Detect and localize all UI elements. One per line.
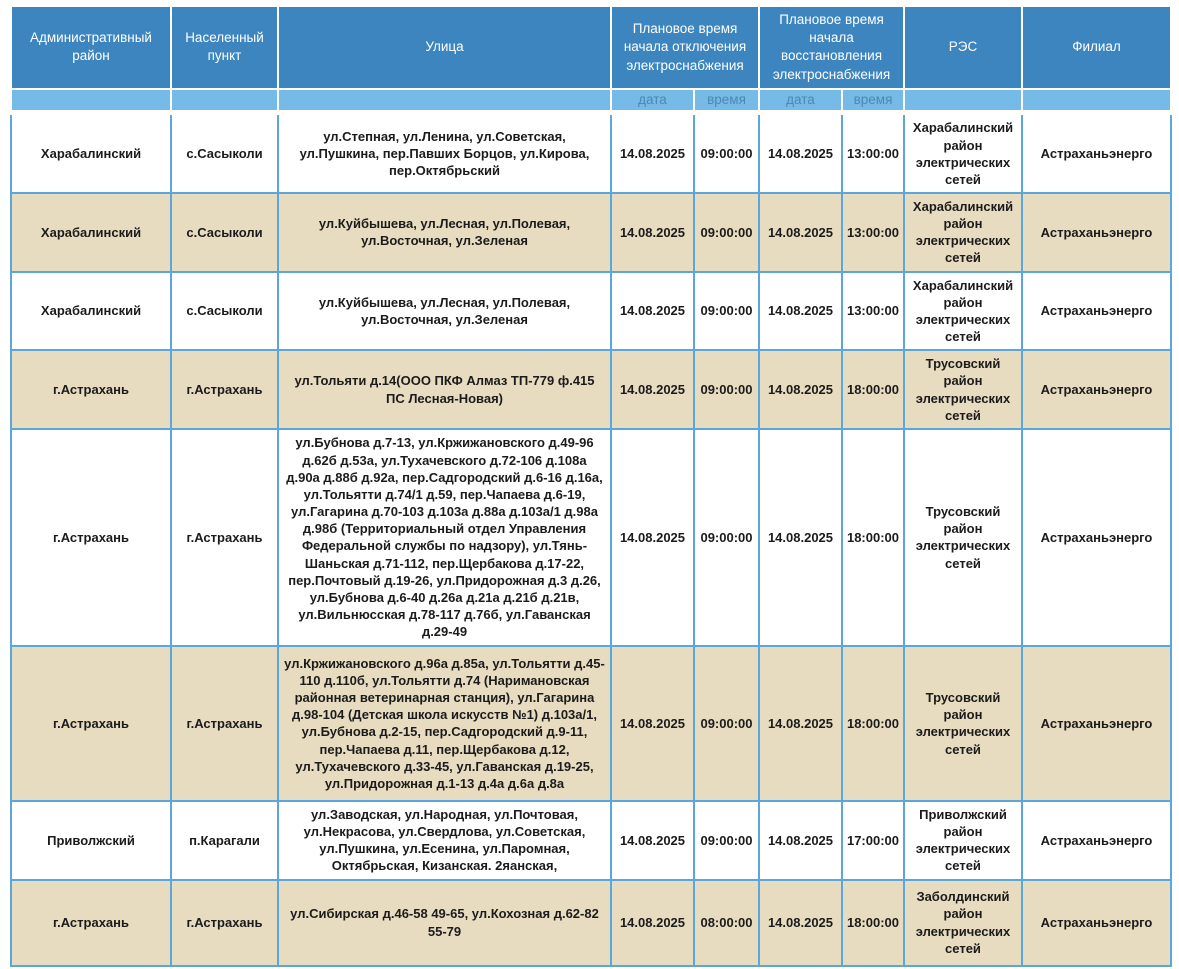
cell-streets: ул.Тольяти д.14(ООО ПКФ Алмаз ТП-779 ф.415 ПС Лесная-Новая) [278, 350, 611, 429]
cell-restore-date: 14.08.2025 [759, 646, 842, 801]
subheader-restore-date: дата [759, 89, 842, 113]
cell-outage-date: 14.08.2025 [611, 429, 694, 646]
cell-res: Харабалинский район электрических сетей [904, 113, 1022, 193]
subheader-row [11, 89, 1171, 113]
cell-outage-date: 14.08.2025 [611, 801, 694, 880]
cell-res: Трусовский район электрических сетей [904, 429, 1022, 646]
table-row [11, 193, 1171, 272]
table-row [11, 880, 1171, 966]
cell-restore-time: 18:00:00 [842, 429, 904, 646]
cell-district: Харабалинский [11, 113, 171, 193]
cell-restore-time: 13:00:00 [842, 113, 904, 193]
cell-restore-time: 13:00:00 [842, 272, 904, 351]
cell-settlement: г.Астрахань [171, 646, 278, 801]
cell-streets: ул.Степная, ул.Ленина, ул.Советская, ул.Пушкина, пер.Павших Борцов, ул.Кирова, пер.Октябрьский [278, 113, 611, 193]
cell-restore-date: 14.08.2025 [759, 272, 842, 351]
cell-restore-time: 18:00:00 [842, 646, 904, 801]
table-row [11, 272, 1171, 351]
cell-district: г.Астрахань [11, 880, 171, 966]
cell-outage-time: 09:00:00 [694, 429, 759, 646]
cell-branch: Астраханьэнерго [1022, 429, 1171, 646]
cell-outage-time: 09:00:00 [694, 193, 759, 272]
outage-schedule-table [10, 5, 1172, 967]
column-header-district: Административный район [11, 6, 171, 89]
cell-settlement: г.Астрахань [171, 350, 278, 429]
column-header-streets: Улица [278, 6, 611, 89]
column-group-outage-start: Плановое время начала отключения электроснабжения [611, 6, 759, 89]
cell-outage-date: 14.08.2025 [611, 880, 694, 966]
cell-settlement: с.Сасыколи [171, 272, 278, 351]
cell-outage-time: 08:00:00 [694, 880, 759, 966]
subheader-restore-time: время [842, 89, 904, 113]
table-row [11, 646, 1171, 801]
cell-settlement: с.Сасыколи [171, 113, 278, 193]
cell-branch: Астраханьэнерго [1022, 193, 1171, 272]
cell-restore-date: 14.08.2025 [759, 429, 842, 646]
cell-district: Харабалинский [11, 272, 171, 351]
subheader-empty-settlement [171, 89, 278, 113]
cell-res: Трусовский район электрических сетей [904, 646, 1022, 801]
subheader-outage-time: время [694, 89, 759, 113]
cell-settlement: с.Сасыколи [171, 193, 278, 272]
cell-streets: ул.Заводская, ул.Народная, ул.Почтовая, ул.Некрасова, ул.Свердлова, ул.Советская, ул.Пушкина, ул.Есенина, ул.Паромная, Октябрьская, Кизанская. 2яанская, [278, 801, 611, 880]
cell-restore-date: 14.08.2025 [759, 801, 842, 880]
cell-streets: ул.Куйбышева, ул.Лесная, ул.Полевая, ул.Восточная, ул.Зеленая [278, 193, 611, 272]
cell-restore-time: 18:00:00 [842, 880, 904, 966]
cell-district: г.Астрахань [11, 350, 171, 429]
table-row [11, 350, 1171, 429]
cell-settlement: п.Карагали [171, 801, 278, 880]
cell-streets: ул.Бубнова д.7-13, ул.Кржижановского д.49-96 д.62б д.53а, ул.Тухачевского д.72-106 д.108а д.90а д.88б д.92а, пер.Садгородский д.6-16 д.16а, ул.Тольятти д.74/1 д.59, пер.Чапаева д.6-19, ул.Гагарина д.70-103 д.103а д.88а д.103а/1 д.98а д.98б (Территориальный отдел Управления Федеральной службы по надзору), ул.Тянь-Шаньская д.71-112, пер.Щербакова д.17-22, пер.Почтовый д.19-26, ул.Придорожная д.3 д.26, ул.Бубнова д.6-40 д.26а д.21а д.21б д.21в, ул.Вильнюсская д.78-117 д.76б, ул.Гаванская д.29-49 [278, 429, 611, 646]
cell-streets: ул.Кржижановского д.96а д.85а, ул.Тольятти д.45-110 д.110б, ул.Тольятти д.74 (Наримановская районная ветеринарная станция), ул.Гагарина д.98-104 (Детская школа искусств №1) д.103а/1, ул.Бубнова д.2-15, пер.Садгородский д.9-11, пер.Чапаева д.11, пер.Щербакова д.12, ул.Тухачевского д.33-45, ул.Гаванская д.19-25, ул.Придорожная д.1-13 д.4а д.6а д.8а [278, 646, 611, 801]
cell-outage-time: 09:00:00 [694, 801, 759, 880]
table-row [11, 801, 1171, 880]
cell-restore-time: 13:00:00 [842, 193, 904, 272]
column-header-res: РЭС [904, 6, 1022, 89]
column-header-settlement: Населенный пункт [171, 6, 278, 89]
cell-branch: Астраханьэнерго [1022, 272, 1171, 351]
cell-branch: Астраханьэнерго [1022, 646, 1171, 801]
table-row [11, 113, 1171, 193]
cell-outage-time: 09:00:00 [694, 350, 759, 429]
cell-district: г.Астрахань [11, 646, 171, 801]
cell-branch: Астраханьэнерго [1022, 801, 1171, 880]
table-body [11, 113, 1171, 966]
cell-district: г.Астрахань [11, 429, 171, 646]
subheader-outage-date: дата [611, 89, 694, 113]
cell-res: Заболдинский район электрических сетей [904, 880, 1022, 966]
cell-outage-time: 09:00:00 [694, 113, 759, 193]
cell-branch: Астраханьэнерго [1022, 113, 1171, 193]
cell-outage-date: 14.08.2025 [611, 113, 694, 193]
cell-outage-date: 14.08.2025 [611, 646, 694, 801]
cell-outage-date: 14.08.2025 [611, 193, 694, 272]
cell-settlement: г.Астрахань [171, 429, 278, 646]
cell-outage-date: 14.08.2025 [611, 272, 694, 351]
cell-restore-date: 14.08.2025 [759, 193, 842, 272]
cell-res: Трусовский район электрических сетей [904, 350, 1022, 429]
cell-restore-time: 17:00:00 [842, 801, 904, 880]
header-row [11, 6, 1171, 89]
cell-outage-time: 09:00:00 [694, 646, 759, 801]
cell-restore-date: 14.08.2025 [759, 880, 842, 966]
cell-restore-date: 14.08.2025 [759, 350, 842, 429]
subheader-empty-streets [278, 89, 611, 113]
cell-branch: Астраханьэнерго [1022, 350, 1171, 429]
cell-branch: Астраханьэнерго [1022, 880, 1171, 966]
subheader-empty-district [11, 89, 171, 113]
cell-res: Харабалинский район электрических сетей [904, 193, 1022, 272]
cell-district: Приволжский [11, 801, 171, 880]
cell-res: Харабалинский район электрических сетей [904, 272, 1022, 351]
cell-district: Харабалинский [11, 193, 171, 272]
cell-restore-date: 14.08.2025 [759, 113, 842, 193]
outage-table-wrapper [10, 5, 1170, 967]
cell-settlement: г.Астрахань [171, 880, 278, 966]
cell-outage-time: 09:00:00 [694, 272, 759, 351]
cell-res: Приволжский район электрических сетей [904, 801, 1022, 880]
column-group-restore-start: Плановое время начала восстановления электроснабжения [759, 6, 904, 89]
table-row [11, 429, 1171, 646]
cell-streets: ул.Куйбышева, ул.Лесная, ул.Полевая, ул.Восточная, ул.Зеленая [278, 272, 611, 351]
cell-streets: ул.Сибирская д.46-58 49-65, ул.Кохозная д.62-82 55-79 [278, 880, 611, 966]
cell-restore-time: 18:00:00 [842, 350, 904, 429]
column-header-branch: Филиал [1022, 6, 1171, 89]
cell-outage-date: 14.08.2025 [611, 350, 694, 429]
subheader-empty-branch [1022, 89, 1171, 113]
subheader-empty-res [904, 89, 1022, 113]
